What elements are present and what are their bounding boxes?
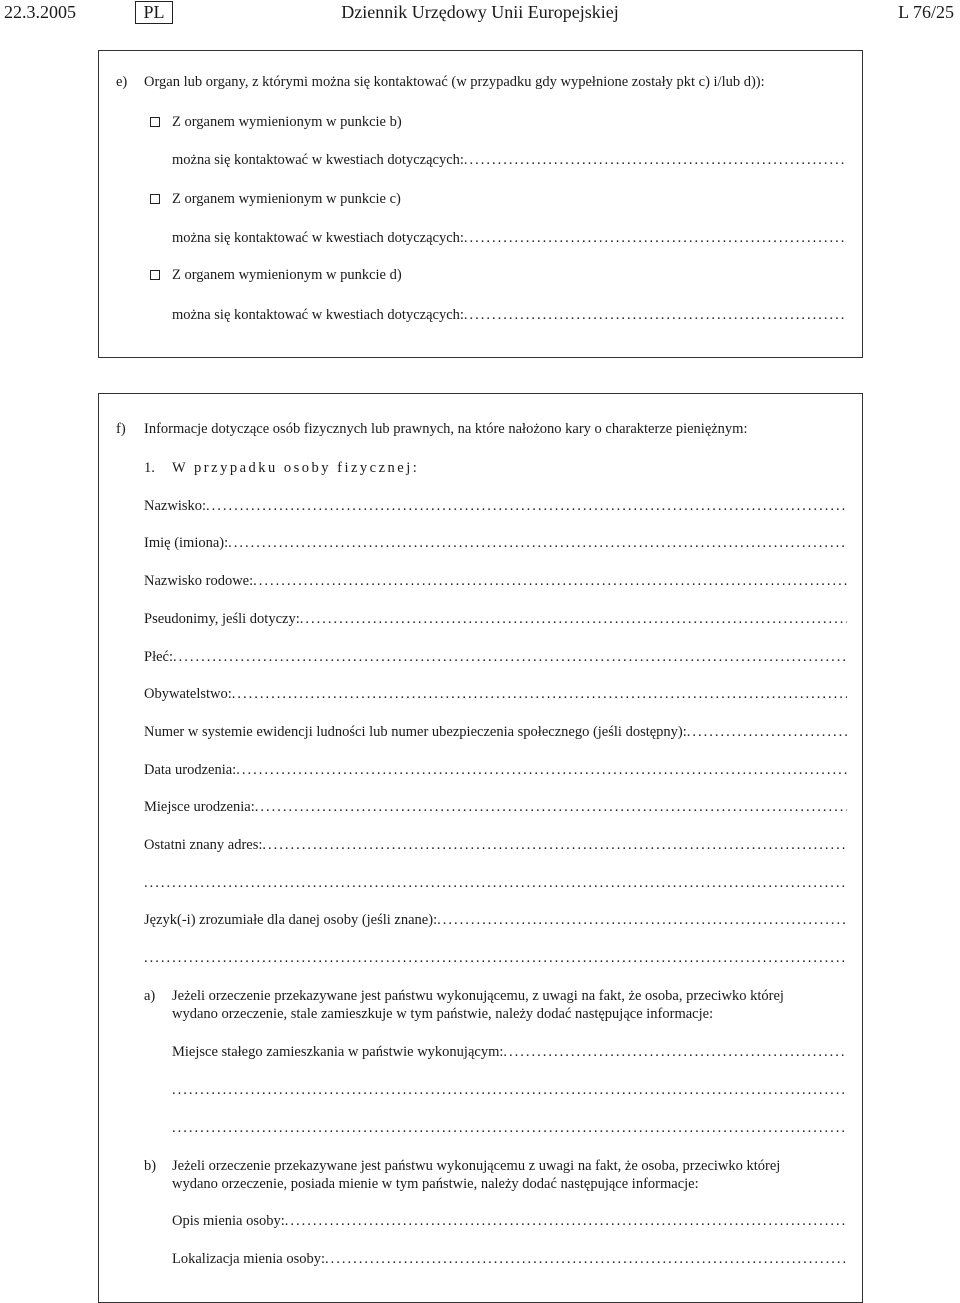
section-e-marker: e) xyxy=(116,74,128,90)
field-property-location[interactable]: Lokalizacja mienia osoby: ..... xyxy=(172,1250,847,1268)
subsection-number: 1. xyxy=(144,460,155,476)
dotted-line xyxy=(232,685,847,703)
checkbox-contact-c[interactable] xyxy=(150,194,160,204)
dotted-line xyxy=(262,836,847,854)
dotted-line xyxy=(255,798,847,816)
point-b-text-1: Jeżeli orzeczenie przekazywane jest państwu wykonującemu z uwagi na fakt, że osoba, przeciwko której xyxy=(172,1158,781,1174)
field-permanent-residence-cont-2[interactable] xyxy=(172,1119,847,1137)
dotted-line xyxy=(464,151,847,169)
dotted-line xyxy=(253,572,847,590)
page-header xyxy=(0,0,960,26)
dotted-line xyxy=(300,610,847,628)
contact-c-field[interactable]: można się kontaktować w kwestiach dotyczących: ..... xyxy=(172,229,847,247)
point-a-text-1: Jeżeli orzeczenie przekazywane jest państwu wykonującemu, z uwagi na fakt, że osoba, przeciwko której xyxy=(172,988,784,1004)
field-place-of-birth[interactable]: Miejsce urodzenia: ..... xyxy=(144,798,847,816)
section-f-marker: f) xyxy=(116,421,126,437)
publication-date: 22.3.2005 xyxy=(4,2,76,22)
subsection-title: W przypadku osoby fizycznej: xyxy=(172,460,420,476)
dotted-line xyxy=(285,1212,847,1230)
section-e-heading: Organ lub organy, z którymi można się kontaktować (w przypadku gdy wypełnione zostały pkt c) i/lub d)): xyxy=(144,74,765,90)
section-f-heading: Informacje dotyczące osób fizycznych lub prawnych, na które nałożono kary o charakterze pieniężnym: xyxy=(144,421,748,437)
dotted-line xyxy=(173,648,847,666)
dotted-line xyxy=(144,874,847,892)
contact-b-label: Z organem wymienionym w punkcie b) xyxy=(172,114,402,130)
field-permanent-residence[interactable]: Miejsce stałego zamieszkania w państwie wykonującym: ..... xyxy=(172,1043,847,1061)
dotted-line xyxy=(236,761,847,779)
field-property-description[interactable]: Opis mienia osoby: ..... xyxy=(172,1212,847,1230)
dotted-line xyxy=(464,306,847,324)
field-id-number[interactable]: Numer w systemie ewidencji ludności lub numer ubezpieczenia społecznego (jeśli dostępny): ..... xyxy=(144,723,847,741)
point-a-text-2: wydano orzeczenie, stale zamieszkuje w tym państwie, należy dodać następujące informacje: xyxy=(172,1006,714,1022)
contact-d-field[interactable]: można się kontaktować w kwestiach dotyczących: ..... xyxy=(172,306,847,324)
contact-d-label: Z organem wymienionym w punkcie d) xyxy=(172,267,402,283)
language-badge: PL xyxy=(135,1,173,24)
page-number: L 76/25 xyxy=(898,2,954,22)
checkbox-contact-d[interactable] xyxy=(150,270,160,280)
field-last-address-cont[interactable] xyxy=(144,874,847,892)
field-permanent-residence-cont-1[interactable] xyxy=(172,1081,847,1099)
point-b-marker: b) xyxy=(144,1158,157,1174)
field-surname[interactable]: Nazwisko: ..... xyxy=(144,497,847,515)
field-maiden-name[interactable]: Nazwisko rodowe: ..... xyxy=(144,572,847,590)
field-languages-cont[interactable] xyxy=(144,949,847,967)
field-sex[interactable]: Płeć: ..... xyxy=(144,648,847,666)
dotted-line xyxy=(437,911,847,929)
field-aliases[interactable]: Pseudonimy, jeśli dotyczy: ..... xyxy=(144,610,847,628)
field-date-of-birth[interactable]: Data urodzenia: ..... xyxy=(144,761,847,779)
field-last-address[interactable]: Ostatni znany adres: ..... xyxy=(144,836,847,854)
field-nationality[interactable]: Obywatelstwo: ..... xyxy=(144,685,847,703)
contact-c-label: Z organem wymienionym w punkcie c) xyxy=(172,191,401,207)
dotted-line xyxy=(228,534,847,552)
point-b-text-2: wydano orzeczenie, posiada mienie w tym państwie, należy dodać następujące informacje: xyxy=(172,1176,699,1192)
contact-b-field[interactable]: można się kontaktować w kwestiach dotyczących: ..... xyxy=(172,151,847,169)
dotted-line xyxy=(144,949,847,967)
dotted-line xyxy=(687,723,847,741)
dotted-line xyxy=(325,1250,847,1268)
field-languages[interactable]: Język(-i) zrozumiałe dla danej osoby (jeśli znane): ..... xyxy=(144,911,847,929)
dotted-line xyxy=(206,497,847,515)
field-first-names[interactable]: Imię (imiona): ..... xyxy=(144,534,847,552)
journal-title: Dziennik Urzędowy Unii Europejskiej xyxy=(341,2,619,22)
dotted-line xyxy=(503,1043,847,1061)
point-a-marker: a) xyxy=(144,988,156,1004)
dotted-line xyxy=(172,1081,847,1099)
checkbox-contact-b[interactable] xyxy=(150,117,160,127)
dotted-line xyxy=(172,1119,847,1137)
dotted-line xyxy=(464,229,847,247)
